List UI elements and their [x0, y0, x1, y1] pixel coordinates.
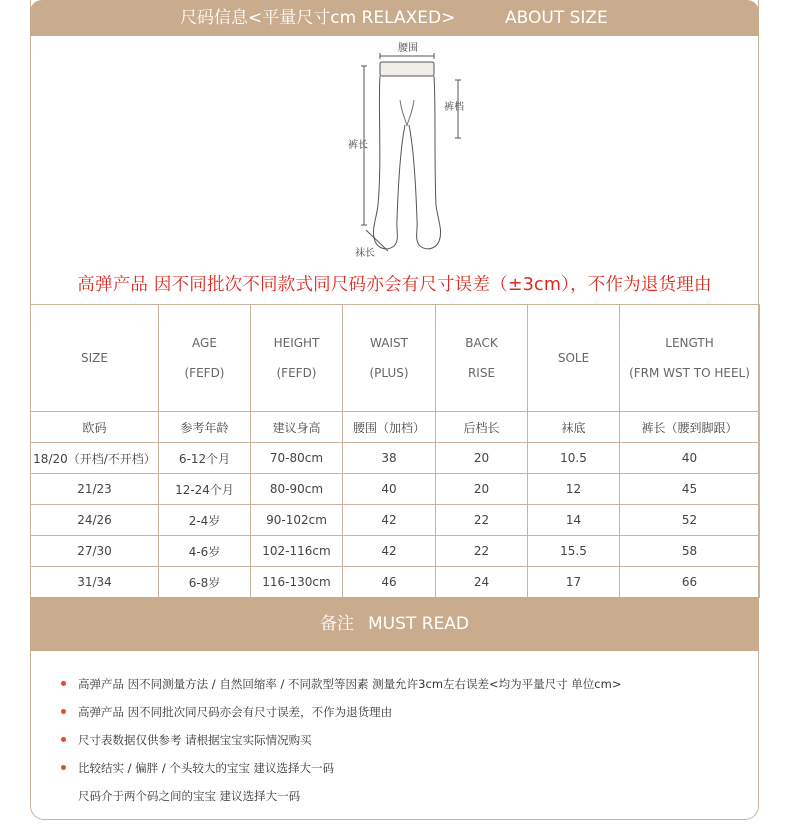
- table-cell: 40: [343, 474, 436, 505]
- table-cell: 40: [620, 443, 760, 474]
- table-cell: 15.5: [528, 536, 620, 567]
- table-cell: 38: [343, 443, 436, 474]
- notes-header: [30, 597, 759, 651]
- table-cell: 45: [620, 474, 760, 505]
- bullet-icon: [61, 737, 66, 742]
- table-cn-header-row: [31, 412, 760, 443]
- table-cell: 80-90cm: [251, 474, 343, 505]
- header-title-cn: 尺码信息<平量尺寸cm RELAXED>: [180, 8, 456, 28]
- header-cell: WAIST (PLUS): [343, 305, 436, 412]
- sock-label: 袜长: [355, 248, 375, 259]
- header-cell: SOLE: [528, 305, 620, 412]
- table-cell: 42: [343, 505, 436, 536]
- table-cell: 腰围（加档）: [343, 412, 436, 443]
- table-cell: 20: [436, 443, 528, 474]
- note-text: 尺码介于两个码之间的宝宝 建议选择大一码: [78, 789, 301, 803]
- table-cell: 参考年龄: [159, 412, 251, 443]
- table-cell: 14: [528, 505, 620, 536]
- bullet-icon: [61, 709, 66, 714]
- table-cell: 90-102cm: [251, 505, 343, 536]
- tights-diagram: [340, 40, 480, 265]
- table-row: [31, 536, 760, 567]
- table-cell: 22: [436, 536, 528, 567]
- header-cell: SIZE: [31, 305, 159, 412]
- note-text: 高弹产品 因不同批次同尺码亦会有尺寸误差，不作为退货理由: [78, 705, 393, 719]
- table-cell: 袜底: [528, 412, 620, 443]
- bullet-icon: [61, 765, 66, 770]
- note-text: 尺寸表数据仅供参考 请根据宝宝实际情况购买: [78, 733, 312, 747]
- note-text: 比较结实 / 偏胖 / 个头较大的宝宝 建议选择大一码: [78, 761, 335, 775]
- table-cell: 21/23: [31, 474, 159, 505]
- header-title-en: ABOUT SIZE: [505, 8, 608, 28]
- warning-text: 高弹产品 因不同批次不同款式同尺码亦会有尺寸误差（±3cm），不作为退货理由: [77, 275, 712, 295]
- table-cell: 24/26: [31, 505, 159, 536]
- table-cell: 20: [436, 474, 528, 505]
- note-text: 高弹产品 因不同测量方法 / 自然回缩率 / 不同款型等因素 测量允许3cm左右误差<均为平量尺寸 单位cm>: [78, 677, 622, 691]
- notes-list: [60, 674, 621, 814]
- table-header-row: [31, 305, 760, 412]
- table-cell: 116-130cm: [251, 567, 343, 598]
- list-item: [60, 758, 621, 786]
- table-cell: 52: [620, 505, 760, 536]
- table-cell: 17: [528, 567, 620, 598]
- table-row: [31, 443, 760, 474]
- table-row: [31, 505, 760, 536]
- table-cell: 2-4岁: [159, 505, 251, 536]
- length-label: 裤长: [348, 140, 368, 151]
- list-item: [60, 730, 621, 758]
- table-cell: 欧码: [31, 412, 159, 443]
- header-cell: AGE (FEFD): [159, 305, 251, 412]
- notes-header-en: MUST READ: [368, 614, 469, 634]
- list-item: [60, 786, 621, 814]
- table-cell: 70-80cm: [251, 443, 343, 474]
- table-cell: 42: [343, 536, 436, 567]
- table-row: [31, 474, 760, 505]
- table-cell: 31/34: [31, 567, 159, 598]
- table-cell: 4-6岁: [159, 536, 251, 567]
- table-cell: 46: [343, 567, 436, 598]
- bullet-icon: [61, 681, 66, 686]
- table-cell: 27/30: [31, 536, 159, 567]
- table-cell: 22: [436, 505, 528, 536]
- table-cell: 建议身高: [251, 412, 343, 443]
- table-cell: 后档长: [436, 412, 528, 443]
- table-cell: 58: [620, 536, 760, 567]
- header-cell: BACK RISE: [436, 305, 528, 412]
- list-item: [60, 702, 621, 730]
- table-cell: 6-12个月: [159, 443, 251, 474]
- rise-label: 裤档: [444, 102, 464, 113]
- size-info-header: [30, 0, 759, 36]
- header-cell: LENGTH (FRM WST TO HEEL): [620, 305, 760, 412]
- waist-label: 腰围: [398, 43, 418, 54]
- size-table: [30, 304, 760, 598]
- table-cell: 12-24个月: [159, 474, 251, 505]
- header-cell: HEIGHT (FEFD): [251, 305, 343, 412]
- table-cell: 24: [436, 567, 528, 598]
- notes-header-cn: 备注: [320, 614, 355, 634]
- table-cell: 10.5: [528, 443, 620, 474]
- table-cell: 裤长（腰到脚跟）: [620, 412, 760, 443]
- table-row: [31, 567, 760, 598]
- list-item: [60, 674, 621, 702]
- table-cell: 12: [528, 474, 620, 505]
- table-cell: 18/20（开档/不开档）: [31, 443, 159, 474]
- table-cell: 66: [620, 567, 760, 598]
- table-cell: 102-116cm: [251, 536, 343, 567]
- table-cell: 6-8岁: [159, 567, 251, 598]
